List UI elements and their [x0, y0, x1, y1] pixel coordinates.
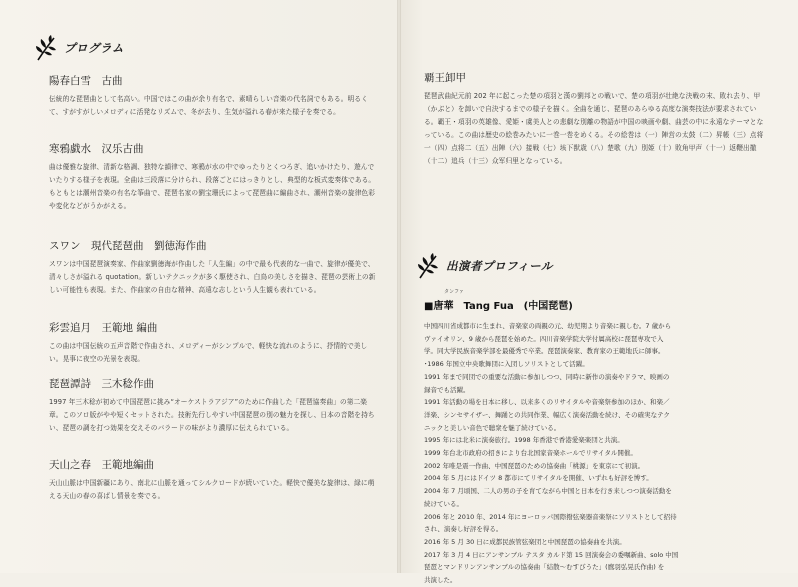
piece-desc: この曲は中国伝統の五声音階で作曲され、メロディーがシンプルで、軽快な流れのように、抒情的で美しい。晃事に夜空の光景を表現。 [49, 342, 368, 363]
leaf-icon [34, 34, 60, 62]
piece-4 [49, 320, 377, 366]
piece-1 [49, 73, 377, 119]
bio-line: 2006 年と 2010 年、2014 年にヨーロッパ国際撥弦楽器音楽祭にソリストとして招待 [424, 512, 677, 521]
bio-line: 1991 年まで同団での重要な活動に参加しつつ、同時に新作の演奏やドラマ、映画の [424, 372, 670, 381]
bio-line: 学。同大学民族音楽学部を最優秀で卒業。琵琶演奏家、教育家の王範地氏に師事。 [424, 347, 665, 356]
piece-3 [49, 238, 377, 297]
performer-ruby: タンファ [444, 289, 464, 295]
bio-line: 1991 年活動の場を日本に移し、以来多くのリサイタルや音楽祭参加のほか、和楽／ [424, 398, 670, 407]
performer-name: ■唐華 Tang Fua (中国琵琶) [424, 301, 573, 312]
piece-5 [49, 376, 377, 435]
profile-heading [416, 252, 553, 280]
bio-line: 1999 年台北市政府の招きにより台北国家音楽ホールでリサイタル開催。 [424, 449, 637, 458]
piece-desc: 曲は優雅な旋律、清新な格調、独特な韻律で、寒鴉が水の中でゆったりとくつろぎ、追いかけたり、遊んでいたりする様子を表現。全曲は三段落に分けられ、段落ごとにはっきりとし、典型的な板式変奏体である。もともとは潮州音楽の有名な筝曲で、琵琶名家の劉宝珊氏によって琵琶曲に編曲され、潮州音楽の旋律色彩や変化などがうかがえる。 [49, 163, 376, 210]
piece-2 [49, 141, 377, 213]
bio-line: 2004 年 5 月にはドイツ 8 都市にてリサイタルを開催、いずれも好評を博す。 [424, 474, 653, 483]
bio-line: 録音でも活躍。 [424, 385, 470, 394]
profile-heading-text: 出演者プロフィール [446, 259, 553, 273]
piece-desc: 琵琶武曲紀元前 202 年に起こった楚の項羽と漢の劉邦との戦いで、楚の項羽が壮絶な決戦の末、敗れ去り、甲（かぶと）を卸いで自決するまでの様子を描く。全曲を通じ、琵琶のあらゆる高度な演奏技法が要求されている。覇王・項羽の英雄像、愛姫・虞美人との悲劇な別離の物語が中国の映画や劇、曲芸の中に永遠なテーマとなっている。この曲は歴史の絵巻みたいに一巻一巻をめくる。その絵巻は（一）陣営の太鼓（二）昇帳（三）点将一（四）点将二（五）出陣（六）接戦（七）垓下獣歳（八）楚歌（九）別姫（十）敗角甲声（十一）返鞭出撤（十二）追兵（十三）众军归里となっている。 [424, 92, 764, 165]
bio-line: 2017 年 3 月 4 日にアンサンブル テスタ カルド第 15 回演奏会の委嘱新曲、solo 中国 [424, 550, 679, 559]
piece-title: 彩雲追月 王範地 編曲 [49, 322, 158, 334]
bio-line: ニックと美しい音色で聴衆を魅了続けている。 [424, 423, 561, 432]
piece-bawang [424, 70, 764, 168]
piece-desc: 天山山脈は中国新疆にあり、南北に山脈を通ってシルクロードが続いていた。軽快で優美な旋律は、緑に萌える天山の春の喜ばし情景を奏でる。 [49, 479, 375, 500]
program-heading-text: プログラム [64, 41, 124, 55]
piece-desc: スワンは中国琵琶演奏家、作曲家劉徳海が作曲した「人生編」の中で最も代表的な一曲で、旋律が優美で、清々しさが溢れる quotation。新しいテクニックが多く駆使され、白鳥の美しさを描き、琵琶の芸術上の新しい可能性も表現。また、作曲家の自由な精神、高遠な志しという人生観も表れている。 [49, 260, 376, 294]
performer-bio [424, 320, 760, 587]
piece-title: 天山之春 王範地編曲 [49, 459, 154, 471]
bio-line: 琵琶とマンドリンアンサンブルの協奏曲「結散～むすびうた」(鷹羽弘晃氏作曲) を [424, 563, 665, 572]
bio-line: ･1986 年国立中央歌舞団に入団しソリストとして活躍。 [424, 360, 589, 369]
piece-desc: 伝統的な琵琶曲として名高い。中国ではこの曲が余り有名で、素晴らしい音楽の代名詞でもある。明るくて、すがすがしいメロディに活発なリズムで、冬が去り、生気が溢れる春が来た様子を奏でる。 [49, 95, 368, 116]
bio-line: ヴァイオリン、9 歳から琵琶を始めた。四川音楽学院大学付属高校に琵琶専攻で入 [424, 334, 664, 343]
bio-line: 2002 年唯是震一作曲、中国琵琶のための協奏曲「桃源」を東京にて初演。 [424, 461, 645, 470]
bio-line: され、演奏し好評を得る。 [424, 525, 503, 534]
piece-title: 寒鴉戯水 汉乐古曲 [49, 143, 144, 155]
bio-line: 2016 年 5 月 30 日に成都民族管弦楽団と中国琵琶の協奏曲を共演。 [424, 537, 626, 546]
bio-line: 中国四川省成都市に生まれ、音楽家の両親の元、幼児期より音楽に親しむ。7 歳から [424, 322, 672, 330]
page-fold [397, 0, 401, 573]
bio-line: 1995 年には北米に演奏旅行。1998 年香港で香港愛楽楽団と共演。 [424, 436, 624, 445]
piece-title: スワン 現代琵琶曲 劉徳海作曲 [49, 240, 207, 252]
piece-title: 琵琶譚詩 三木稔作曲 [49, 378, 154, 390]
piece-title: 覇王卸甲 [424, 72, 466, 84]
piece-title: 陽春白雪 古曲 [49, 75, 123, 87]
piece-desc: 1997 年三木稔が初めて中国琵琶に挑み“オーケストラアジア”のために作曲した「琵琶協奏曲」の第二楽章。このソロ版がやや短くセットされた。技術先行しやすい中国琵琶の別の魅力を探し、日本の音階を持ちい、琵琶の調を打つ効果を交えそのバラードの味がより濃厚に伝えられている。 [49, 398, 375, 432]
bio-line: 続けている。 [424, 499, 463, 508]
piece-6 [49, 457, 377, 503]
program-heading [34, 34, 124, 62]
bio-line: 洋楽、シンセサイザー、舞踊との共同作業、幅広く演奏活動を続け、その確実なテク [424, 410, 670, 419]
bio-line: 2004 年 7 月頃国、二人の男の子を育てながら中国と日本を行き来しつつ演奏活動を [424, 487, 672, 496]
bio-line: 共演した。 [424, 576, 457, 585]
leaf-icon [416, 252, 442, 280]
